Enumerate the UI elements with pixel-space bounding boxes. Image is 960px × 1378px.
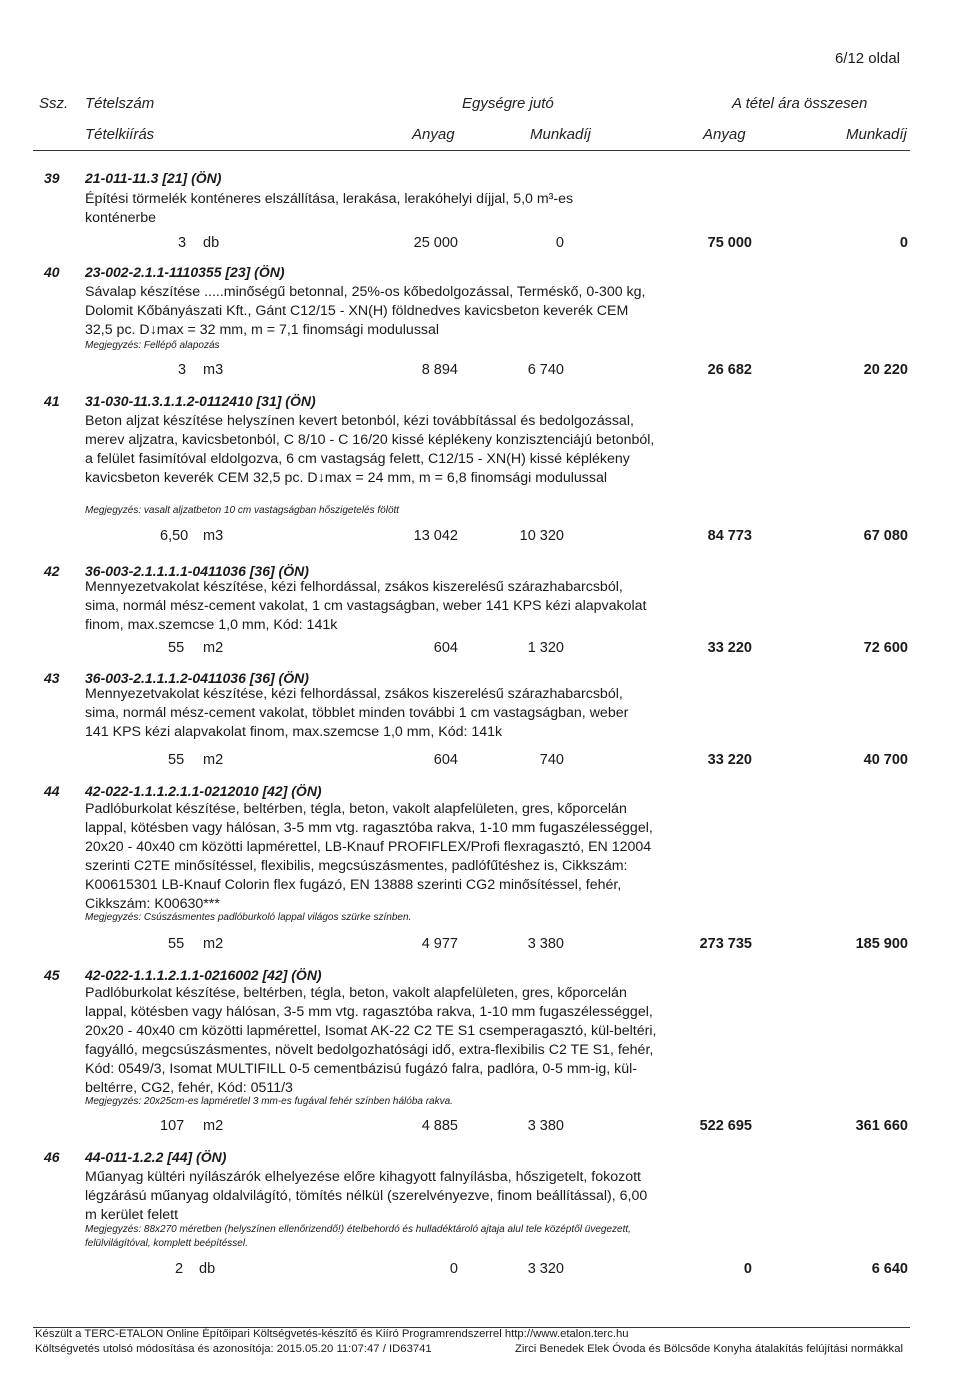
item-note: Megjegyzés: 88x270 méretben (helyszínen ellenőrizendő!) ételbehordó és hulladéktároló ajtaja alul tele középtől üvegezett, felülvilágítóval, komplett beépítéssel. [85, 1224, 631, 1249]
item-quantity: 107 [160, 1118, 185, 1134]
item-munkadij-total: 72 600 [863, 640, 908, 656]
item-anyag-unit-price: 604 [433, 640, 458, 656]
item-code: 44-011-1.2.2 [44] (ÖN) [85, 1149, 227, 1165]
item-number: 42 [44, 563, 60, 579]
item-munkadij-unit-price: 740 [539, 752, 564, 768]
item-anyag-unit-price: 4 977 [421, 936, 458, 952]
item-description: Beton aljzat készítése helyszínen kevert betonból, kézi továbbítással és bedolgozással, merev aljzatra, kavicsbetonból, C 8/10 - C 16/20 kissé képlékeny konzisztenciájú betonból, a felület fasimítóval eldolgozva, 6 cm vastagság felett, C12/15 - XN(H) kissé képlékeny kavicsbeton keverék CEM 32,5 pc. D↓max = 24 mm, m = 6,8 finomsági modulussal [85, 413, 655, 486]
item-number: 45 [44, 967, 60, 983]
item-number: 40 [44, 264, 60, 280]
item-anyag-total: 26 682 [707, 362, 752, 378]
item-unit: m2 [203, 936, 224, 952]
item-code: 36-003-2.1.1.1.1-0411036 [36] (ÖN) [85, 563, 309, 579]
item-anyag-total: 84 773 [707, 528, 752, 544]
item-anyag-total: 0 [743, 1261, 752, 1277]
item-description: Sávalap készítése .....minőségű betonnal, 25%-os kőbedolgozással, Terméskő, 0-300 kg, Dolomit Kőbányászati Kft., Gánt C12/15 - XN(H) földnedves kavicsbeton keverék CEM 32,5 pc. D↓max = 32 mm, m = 7,1 finomsági modulussal [85, 284, 646, 338]
item-anyag-total: 33 220 [707, 752, 752, 768]
item-quantity: 55 [168, 936, 185, 952]
item-munkadij-unit-price: 3 380 [527, 936, 564, 952]
item-anyag-unit-price: 0 [449, 1261, 458, 1277]
header-munkadij: Munkadíj [530, 126, 591, 143]
item-note: Megjegyzés: 20x25cm-es lapméretlel 3 mm-es fugával fehér színben hálóba rakva. [85, 1096, 453, 1107]
item-code: 42-022-1.1.1.2.1.1-0212010 [42] (ÖN) [85, 783, 322, 799]
item-unit: m2 [203, 1118, 224, 1134]
item-code: 23-002-2.1.1-1110355 [23] (ÖN) [85, 264, 285, 280]
item-number: 41 [44, 393, 60, 409]
item-unit: m2 [203, 640, 224, 656]
item-unit: m3 [203, 528, 224, 544]
item-code: 42-022-1.1.1.2.1.1-0216002 [42] (ÖN) [85, 967, 322, 983]
item-munkadij-total: 67 080 [863, 528, 908, 544]
header-anyag: Anyag [412, 126, 455, 143]
item-anyag-total: 273 735 [699, 936, 752, 952]
page-number: 6/12 oldal [834, 50, 900, 67]
item-anyag-total: 33 220 [707, 640, 752, 656]
item-description: Padlóburkolat készítése, beltérben, tégla, beton, vakolt alapfelületen, gres, kőporcelán lappal, kötésben vagy hálósan, 3-5 mm vtg. ragasztóba rakva, 1-10 mm fugaszélességgel, 20x20 - 40x40 cm közötti lapmérettel, LB-Knauf PROFIFLEX/Profi flexragasztó, EN 12004 szerinti C2TE minősítéssel, flexibilis, megcsúszásmentes, padlófűtéshez is, Cikkszám: K00615301 LB-Knauf Colorin flex fugázó, EN 13888 szerinti CG2 minősítéssel, fehér, Cikkszám: K00630*** [85, 801, 653, 912]
item-quantity: 2 [175, 1261, 184, 1277]
item-note: Megjegyzés: Fellépő alapozás [85, 340, 220, 351]
item-quantity: 6,50 [160, 528, 189, 544]
item-code: 36-003-2.1.1.1.2-0411036 [36] (ÖN) [85, 670, 309, 686]
item-munkadij-total: 40 700 [863, 752, 908, 768]
header-tetel-ara: A tétel ára összesen [732, 95, 868, 112]
item-unit: db [203, 235, 220, 251]
item-number: 39 [44, 170, 60, 186]
item-description: Mennyezetvakolat készítése, kézi felhordással, zsákos kiszerelésű szárazhabarcsból, sima, normál mész-cement vakolat, 1 cm vastagságban, weber 141 KPS kézi alapvakolat finom, max.szemcse 1,0 mm, Kód: 141k [85, 579, 647, 633]
item-munkadij-total: 0 [899, 235, 908, 251]
item-anyag-unit-price: 13 042 [413, 528, 458, 544]
item-munkadij-total: 6 640 [871, 1261, 908, 1277]
item-description: Mennyezetvakolat készítése, kézi felhordással, zsákos kiszerelésű szárazhabarcsból, sima, normál mész-cement vakolat, többlet minden további 1 cm vastagságban, weber 141 KPS kézi alapvakolat finom, max.szemcse 1,0 mm, Kód: 141k [85, 686, 629, 740]
item-note: Megjegyzés: vasalt aljzatbeton 10 cm vastagságban hőszigetelés fölött [85, 505, 400, 516]
item-number: 44 [44, 783, 60, 799]
header-munkadij-total: Munkadíj [846, 126, 907, 143]
item-munkadij-unit-price: 3 380 [527, 1118, 564, 1134]
header-ssz: Ssz. [39, 95, 69, 112]
item-munkadij-total: 20 220 [863, 362, 908, 378]
item-description: Padlóburkolat készítése, beltérben, tégla, beton, vakolt alapfelületen, gres, kőporcelán lappal, kötésben vagy hálósan, 3-5 mm vtg. ragasztóba rakva, 1-10 mm fugaszélességgel, 20x20 - 40x40 cm közötti lapmérettel, Isomat AK-22 C2 TE S1 csemperagasztó, kül-beltéri, fagyálló, megcsúszásmentes, növelt bedolgozhatósági idő, extra-flexibilis C2 TE S1, fehér, Kód: 0549/3, Isomat MULTIFILL 0-5 cementbázisú fugázó falra, padlóra, 0-5 mm-ig, kül-beltérre, CG2, fehér, Kód: 0511/3 [85, 985, 657, 1096]
header-rule [33, 150, 910, 151]
footer-modified: Költségvetés utolsó módosítása és azonosítója: 2015.05.20 11:07:47 / ID63741 [35, 1343, 432, 1355]
item-unit: db [199, 1261, 216, 1277]
item-note: Megjegyzés: Csúszásmentes padlóburkoló lappal világos szürke színben. [85, 912, 412, 923]
item-anyag-total: 75 000 [707, 235, 752, 251]
header-tetelszam: Tételszám [85, 95, 155, 112]
item-munkadij-unit-price: 3 320 [527, 1261, 564, 1277]
item-quantity: 3 [178, 362, 187, 378]
item-munkadij-unit-price: 10 320 [519, 528, 564, 544]
item-code: 31-030-11.3.1.1.2-0112410 [31] (ÖN) [85, 393, 316, 409]
footer-project: Zirci Benedek Elek Óvoda és Bölcsőde Konyha átalakítás felújítási normákkal [514, 1343, 903, 1355]
header-anyag-total: Anyag [703, 126, 746, 143]
item-quantity: 55 [168, 752, 185, 768]
item-munkadij-unit-price: 0 [555, 235, 564, 251]
item-anyag-unit-price: 8 894 [421, 362, 458, 378]
header-tetelkiiras: Tételkiírás [85, 126, 155, 143]
footer-generator: Készült a TERC-ETALON Online Építőipari Költségvetés-készítő és Kiíró Programrendszerrel http://www.etalon.terc.hu [35, 1328, 629, 1340]
item-munkadij-total: 185 900 [855, 936, 908, 952]
item-munkadij-total: 361 660 [855, 1118, 908, 1134]
item-description: Műanyag kültéri nyílászárók elhelyezése előre kihagyott falnyílásba, hőszigetelt, fokozott légzárású műanyag oldalvilágító, tömítés nélkül (szerelvényezve, finom beállítással), 6,00 m kerület felett [85, 1169, 648, 1223]
item-anyag-unit-price: 4 885 [421, 1118, 458, 1134]
item-number: 43 [44, 670, 60, 686]
item-munkadij-unit-price: 6 740 [527, 362, 564, 378]
item-quantity: 3 [178, 235, 187, 251]
item-unit: m3 [203, 362, 224, 378]
item-munkadij-unit-price: 1 320 [527, 640, 564, 656]
item-anyag-unit-price: 604 [433, 752, 458, 768]
header-egysegre-juto: Egységre jutó [462, 95, 554, 112]
item-anyag-total: 522 695 [699, 1118, 752, 1134]
item-anyag-unit-price: 25 000 [413, 235, 458, 251]
item-description: Építési törmelék konténeres elszállítása, lerakása, lerakóhelyi díjjal, 5,0 m³-es konténerbe [85, 191, 574, 226]
item-code: 21-011-11.3 [21] (ÖN) [85, 170, 222, 186]
item-number: 46 [44, 1149, 60, 1165]
item-quantity: 55 [168, 640, 185, 656]
item-unit: m2 [203, 752, 224, 768]
